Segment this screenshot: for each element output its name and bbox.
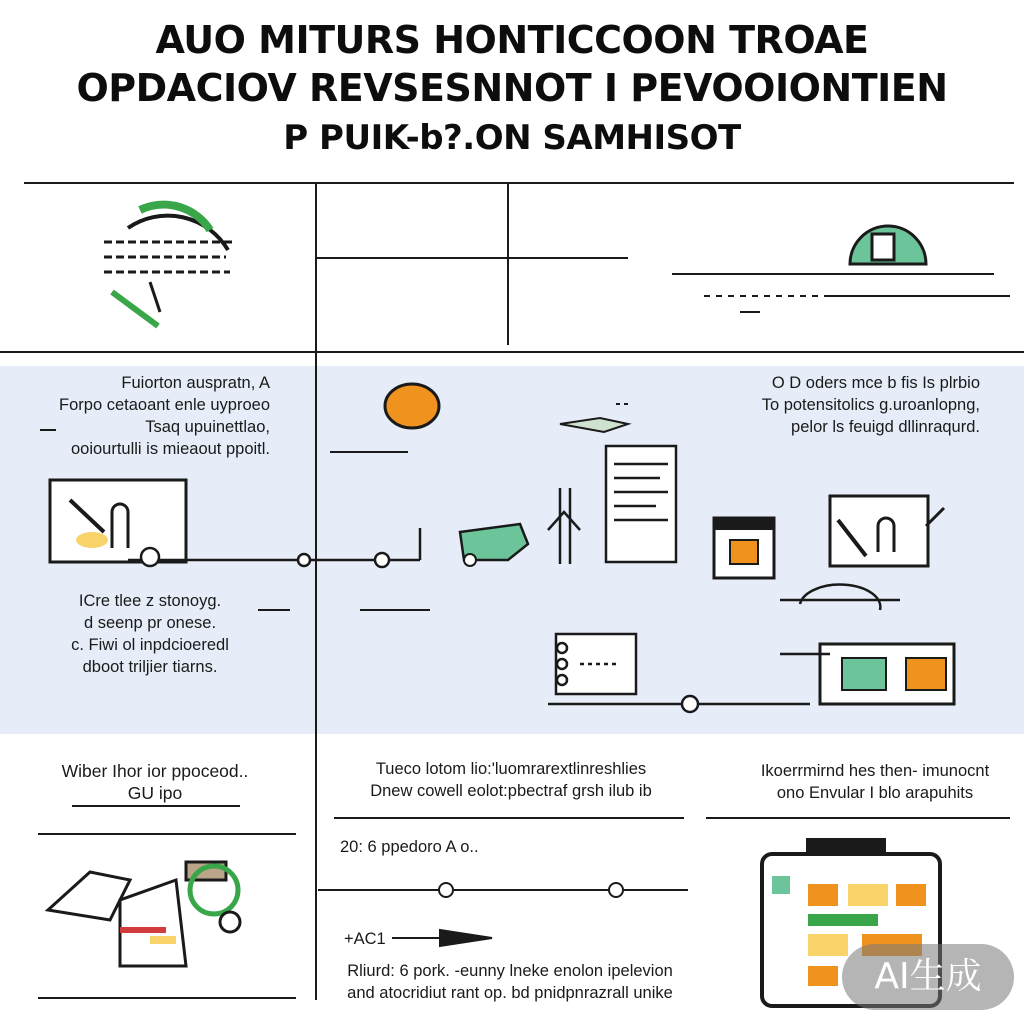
bottom-left-text	[20, 760, 290, 804]
ai-generated-watermark: AI生成	[842, 944, 1014, 1010]
bottom-center-mid-text: 20: 6 ppedoro A o..	[340, 838, 479, 856]
title-line-2: OPDACIOV REVSESNNOT I PEVOOIONTIEN	[76, 66, 948, 110]
monitor-card-left	[50, 480, 186, 562]
tools-cluster-icon	[48, 862, 240, 966]
title-line-3: P PUIK-b?.ON SAMHISOT	[283, 118, 741, 158]
bottom-center-small-text: +AC1	[344, 930, 386, 948]
text-line: Fuiorton auspratn, A	[121, 374, 270, 392]
orange-coin-icon	[385, 384, 439, 428]
text-line: Rliurd: 6 pork. -eunny lneke enolon ipelevion	[347, 962, 673, 980]
text-line: dboot triljier tiarns.	[82, 658, 218, 676]
text-line: Tsaq upuinettlao,	[145, 418, 270, 436]
document-icon	[606, 446, 676, 562]
bird-icon	[560, 404, 632, 432]
text-line: ICre tlee z stonoyg.	[78, 592, 222, 610]
text-line: and atocridiut rant op. bd pnidpnrazrall unike	[347, 984, 673, 1002]
text-line: c. Fiwi ol inpdcioeredl	[71, 636, 229, 654]
monitor-card-right	[830, 496, 944, 566]
text-line: ooiourtulli is mieaout ppoitl.	[70, 440, 270, 458]
title-line-1: AUO MITURS HONTICCOON TROAE	[155, 18, 869, 62]
text-line: O D oders mce b fis Is plrbio	[771, 374, 980, 392]
antenna-icon	[548, 488, 580, 564]
server-icon	[556, 634, 636, 694]
band-left-bottom-text	[40, 590, 260, 678]
text-line: pelor ls feuigd dllinraqurd.	[791, 418, 980, 436]
text-line: ono Envular I blo arapuhits	[776, 784, 974, 802]
text-line: Wiber Ihor ior ppoceod..	[61, 761, 249, 781]
calendar-icon	[714, 518, 774, 578]
tractor-icon	[460, 524, 528, 566]
gauge-icon	[104, 205, 232, 326]
top-right-lines	[672, 274, 1010, 312]
text-line: Dnew cowell eolot:pbectraf grsh ilub ib	[370, 782, 652, 800]
bottom-right-text	[730, 760, 1020, 804]
band-right-top-text	[700, 372, 980, 438]
text-line: Ikoerrmirnd hes then- imunocnt	[760, 762, 990, 780]
bottom-center-top-text	[326, 758, 696, 802]
bottom-center-bottom-text	[320, 960, 700, 1004]
text-line: Forpo cetaoant enle uyproeo	[59, 396, 270, 414]
text-line: To potensitolics g.uroanlopng,	[761, 396, 980, 414]
text-line: GU ipo	[127, 783, 183, 803]
lock-icon	[850, 226, 926, 264]
band-left-top-text	[20, 372, 270, 460]
panel-card-right	[820, 644, 954, 704]
text-line: Tueco lotom lio:'luomrarextlinreshlies	[375, 760, 647, 778]
text-line: d seenp pr onese.	[83, 614, 217, 632]
